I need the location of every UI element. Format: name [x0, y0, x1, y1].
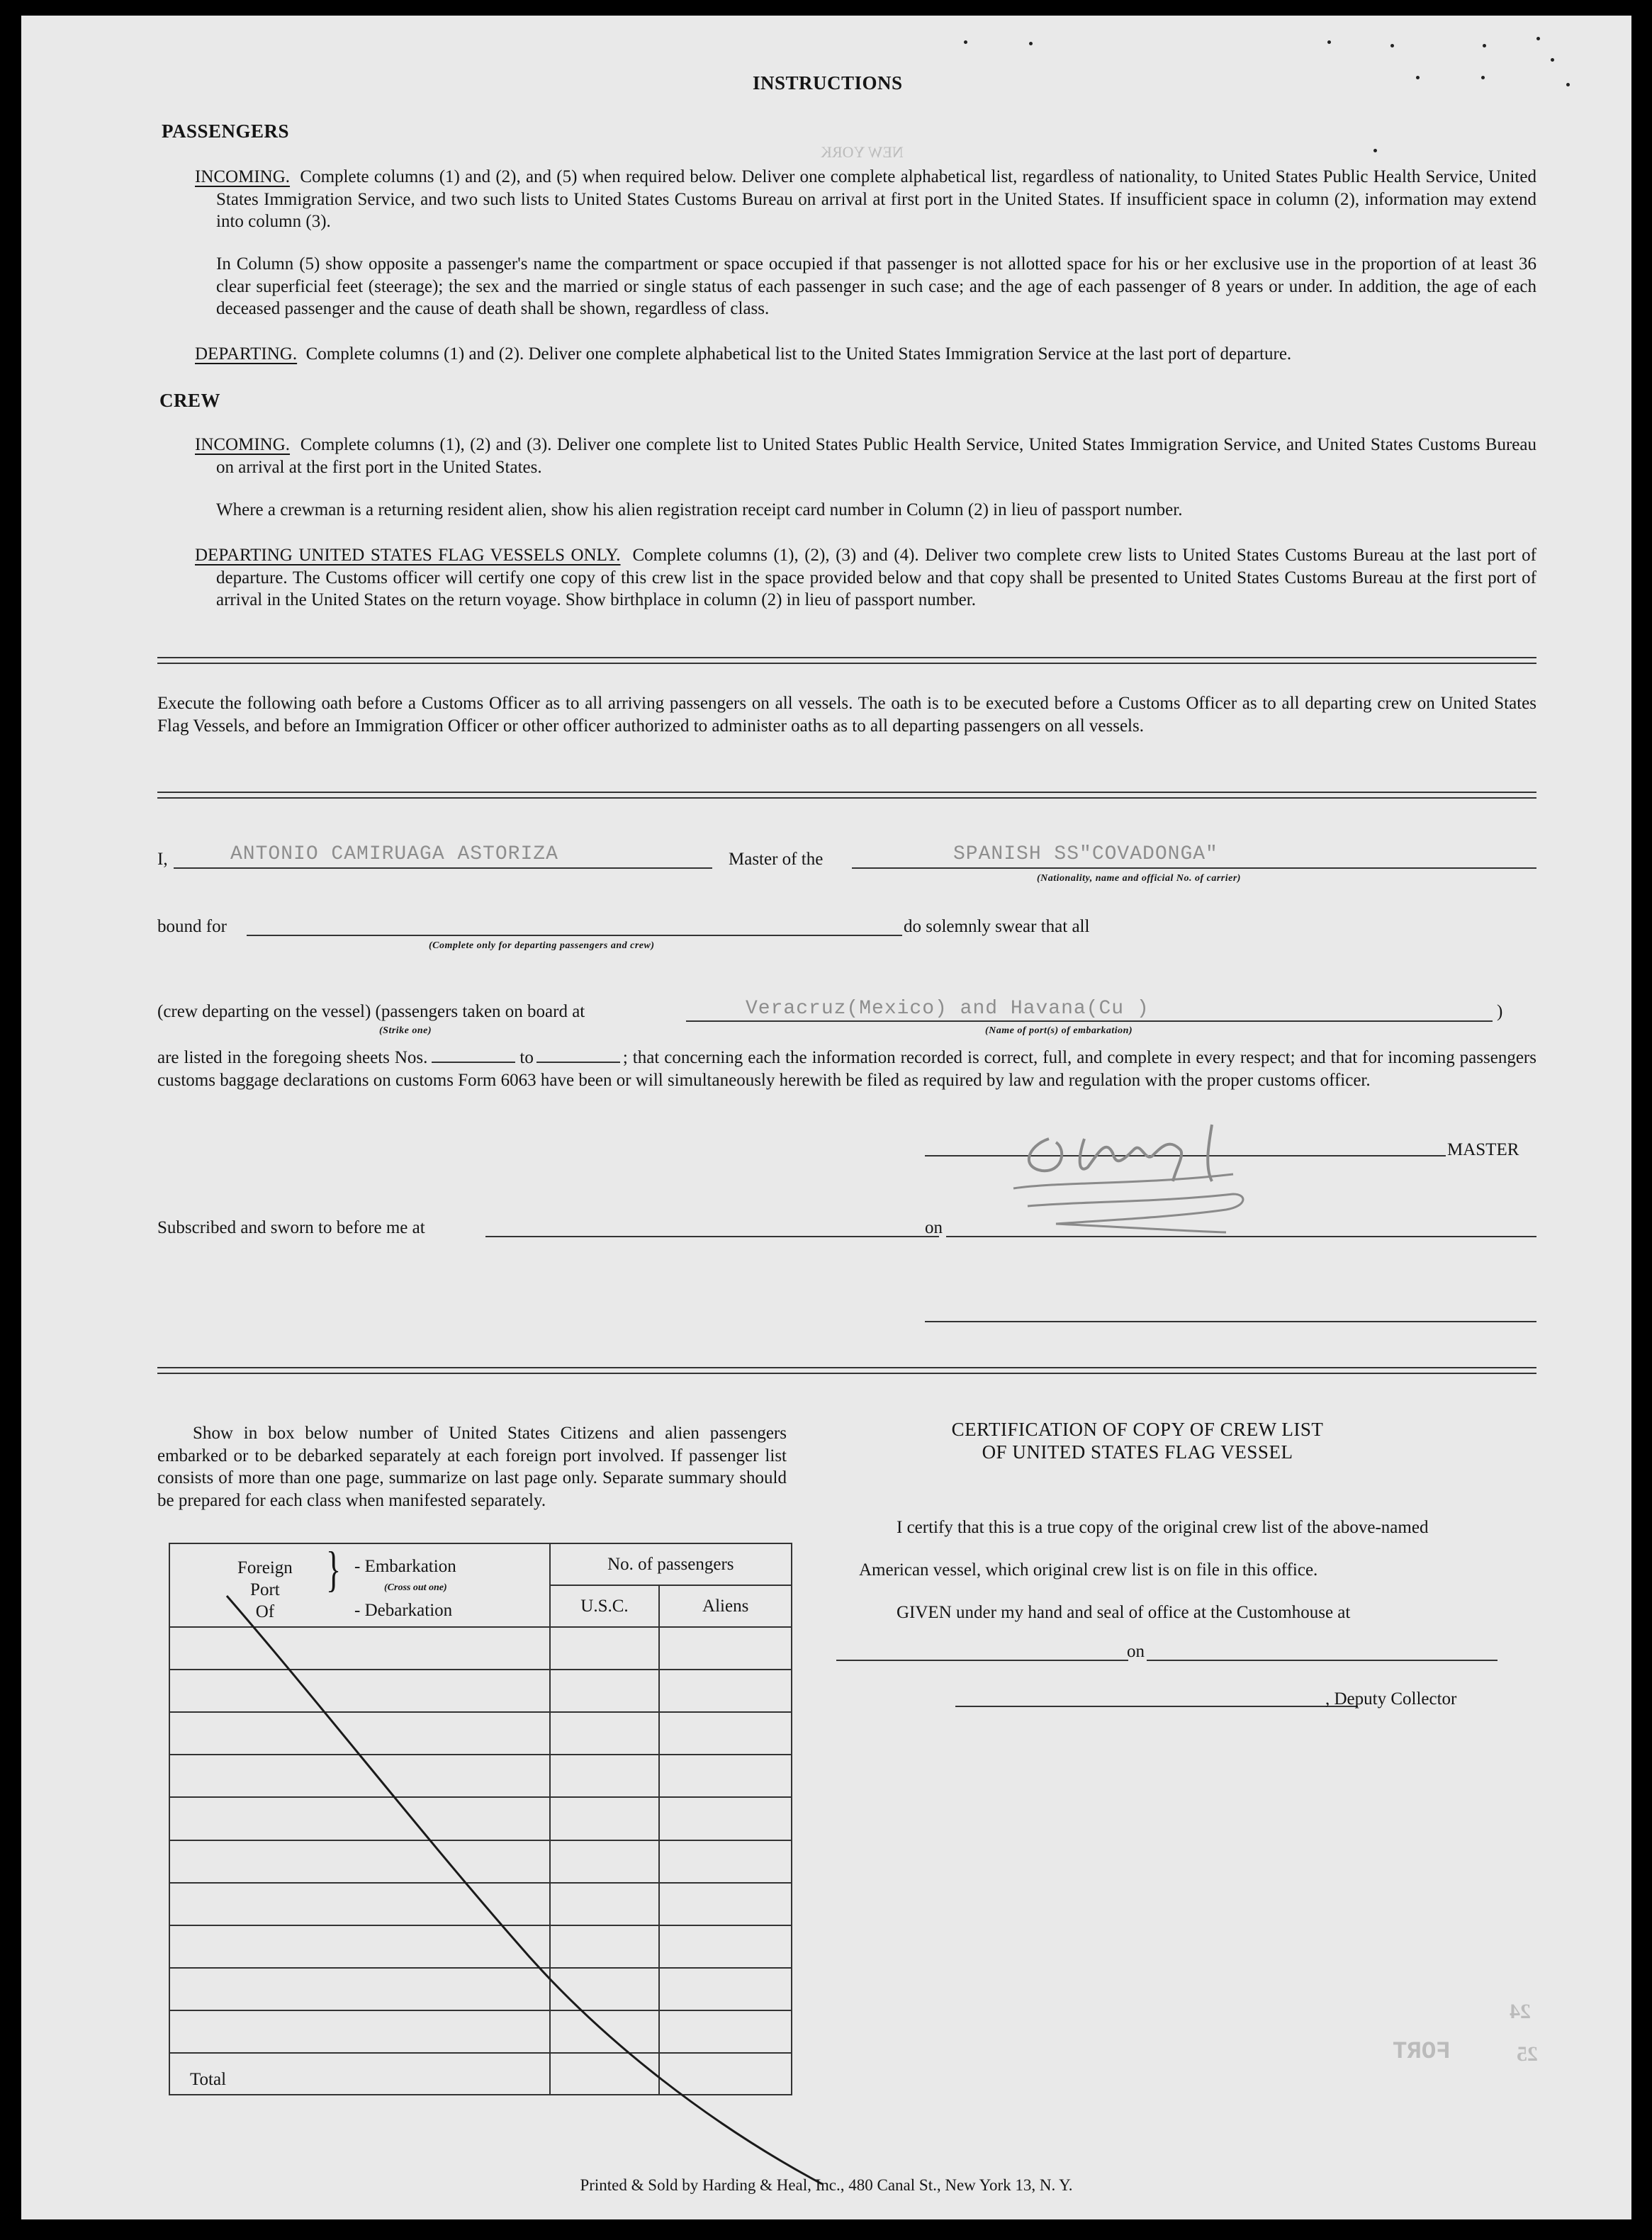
vessel-note: (Nationality, name and official No. of carrier) — [1037, 873, 1241, 884]
passengers-departing-text: Complete columns (1) and (2). Deliver one complete alphabetical list to the United States Immigration Service at the last port of departure. — [305, 344, 1292, 364]
certification-on-label: on — [1127, 1642, 1145, 1661]
crew-incoming-text: Complete columns (1), (2) and (3). Deliver one complete list to United States Public Health Service, United States Immigration Service, and United States Customs Bureau on arrival at the first port in the United States. — [216, 435, 1536, 477]
of-label: Of — [255, 1602, 275, 1621]
passengers-departing-label: DEPARTING. — [195, 344, 298, 364]
page-title: INSTRUCTIONS — [753, 72, 903, 94]
port-label: Port — [250, 1580, 280, 1599]
crew-departing-label: DEPARTING UNITED STATES FLAG VESSELS ONLY. — [195, 546, 621, 565]
to-label: to — [519, 1048, 534, 1067]
crew-departing-text: (crew departing on the vessel) (passengers taken on board at — [157, 1002, 585, 1021]
certification-line2: American vessel, which original crew list is on file in this office. — [859, 1560, 1318, 1580]
debarkation-label: - Debarkation — [354, 1601, 453, 1620]
crew-incoming-label: INCOMING. — [195, 435, 291, 454]
bound-for-label: bound for — [157, 917, 227, 936]
certification-given: GIVEN under my hand and seal of office at the Customhouse at — [897, 1603, 1351, 1622]
aliens-header-cell: Aliens — [659, 1585, 792, 1627]
subscribed-label: Subscribed and sworn to before me at — [157, 1218, 425, 1237]
bleed-through-text: FORT — [1393, 2039, 1451, 2066]
passengers-header-cell: No. of passengers — [550, 1543, 792, 1585]
master-of-label: Master of the — [729, 850, 824, 869]
pen-strike-line — [21, 16, 1631, 2219]
passengers-incoming-text: Complete columns (1) and (2), and (5) when required below. Deliver one complete alphabetical list, regardless of nationality, to United States Public Health Service, United States Immigration Service, and two such lists to United States Customs Bureau on arrival at first port in the United States. If insufficient space in column (2), information may extend into column (3). — [216, 167, 1536, 231]
listed-prefix: are listed in the foregoing sheets Nos. — [157, 1048, 428, 1067]
crew-resident-instructions: Where a crewman is a returning resident alien, show his alien registration receipt card number in Column (2) in lieu of passport number. — [216, 500, 1183, 519]
cross-out-note: (Cross out one) — [384, 1582, 447, 1593]
usc-header-cell: U.S.C. — [550, 1585, 660, 1627]
port-header-cell: Foreign Port Of } - Embarkation (Cross out one) - Debarkation — [169, 1543, 550, 1627]
embarkation-label: - Embarkation — [354, 1557, 456, 1576]
certification-title-line2: OF UNITED STATES FLAG VESSEL — [982, 1441, 1293, 1463]
ports-note: (Name of port(s) of embarkation) — [985, 1025, 1133, 1036]
document-page — [21, 16, 1631, 2219]
bound-for-note: (Complete only for departing passengers and crew) — [429, 940, 655, 951]
stamp-number: 25 — [1517, 2042, 1538, 2066]
crew-departing-text: Complete columns (1), (2), (3) and (4). Deliver two complete crew lists to United States Customs Bureau at the last port of departure. The Customs officer will certify one copy of this crew list in the space provided below and that copy shall be presented to United States Customs Bureau at the first port of arrival in the United States on the return voyage. Show birthplace in column (2) in lieu of passport number. — [216, 546, 1537, 609]
total-label: Total — [169, 2053, 550, 2095]
i-label: I, — [157, 850, 168, 869]
certification-title-line1: CERTIFICATION OF COPY OF CREW LIST — [951, 1419, 1324, 1440]
bleed-through-text: NEW YORK — [821, 143, 904, 161]
deputy-collector-signature-line[interactable] — [955, 1706, 1358, 1707]
stamp-number: 24 — [1510, 2000, 1531, 2023]
listed-rest: ; that concerning each the information recorded is correct, full, and complete in every respect; and that for incoming passengers customs baggage declarations on customs Form 6063 have been or will simultaneously herewith be filed as required by law and regulation with the proper customs officer. — [157, 1048, 1536, 1090]
swear-text: do solemnly swear that all — [904, 917, 1090, 936]
ports-value: Veracruz(Mexico) and Havana(Cu ) — [746, 998, 1150, 1020]
foreign-label: Foreign — [237, 1558, 293, 1577]
customhouse-field[interactable] — [836, 1660, 1128, 1661]
subscribed-on-label: on — [925, 1218, 943, 1237]
strike-note: (Strike one) — [379, 1025, 432, 1036]
passengers-heading: PASSENGERS — [162, 120, 290, 142]
passengers-column5-instructions: In Column (5) show opposite a passenger's name the compartment or space occupied if that passenger is not allotted space for his or her exclusive use in the proportion of at least 36 clear superficial feet (steerage); the sex and the married or single status of each passenger in such case; and the age of each passenger of 8 years or under. In addition, the age of each deceased passenger and the cause of death shall be shown, regardless of class. — [216, 254, 1536, 318]
oath-intro: Execute the following oath before a Customs Officer as to all arriving passengers on all vessels. The oath is to be executed before a Customs Officer as to all departing crew on United States Flag Vessels, and before an Immigration Officer or other officer authorized to administer oaths as to all departing passengers on all vessels. — [157, 694, 1536, 736]
master-name-value: ANTONIO CAMIRUAGA ASTORIZA — [230, 843, 558, 865]
close-paren: ) — [1497, 1002, 1503, 1021]
vessel-value: SPANISH SS"COVADONGA" — [953, 843, 1218, 865]
certification-date-field[interactable] — [1147, 1660, 1498, 1661]
summary-instructions: Show in box below number of United States Citizens and alien passengers embarked or to be debarked separately at each foreign port involved. If passenger list consists of more than one page, summarize on last page only. Separate summary should be prepared for each class when manifested separately. — [157, 1424, 787, 1510]
certification-line1: I certify that this is a true copy of the original crew list of the above-named — [897, 1518, 1429, 1537]
crew-heading: CREW — [159, 390, 221, 411]
passengers-incoming-label: INCOMING. — [195, 167, 291, 186]
master-label: MASTER — [1447, 1140, 1519, 1159]
deputy-collector-label: , Deputy Collector — [1325, 1689, 1457, 1709]
printer-footer: Printed & Sold by Harding & Heal, Inc., 480 Canal St., New York 13, N. Y. — [580, 2176, 1073, 2194]
